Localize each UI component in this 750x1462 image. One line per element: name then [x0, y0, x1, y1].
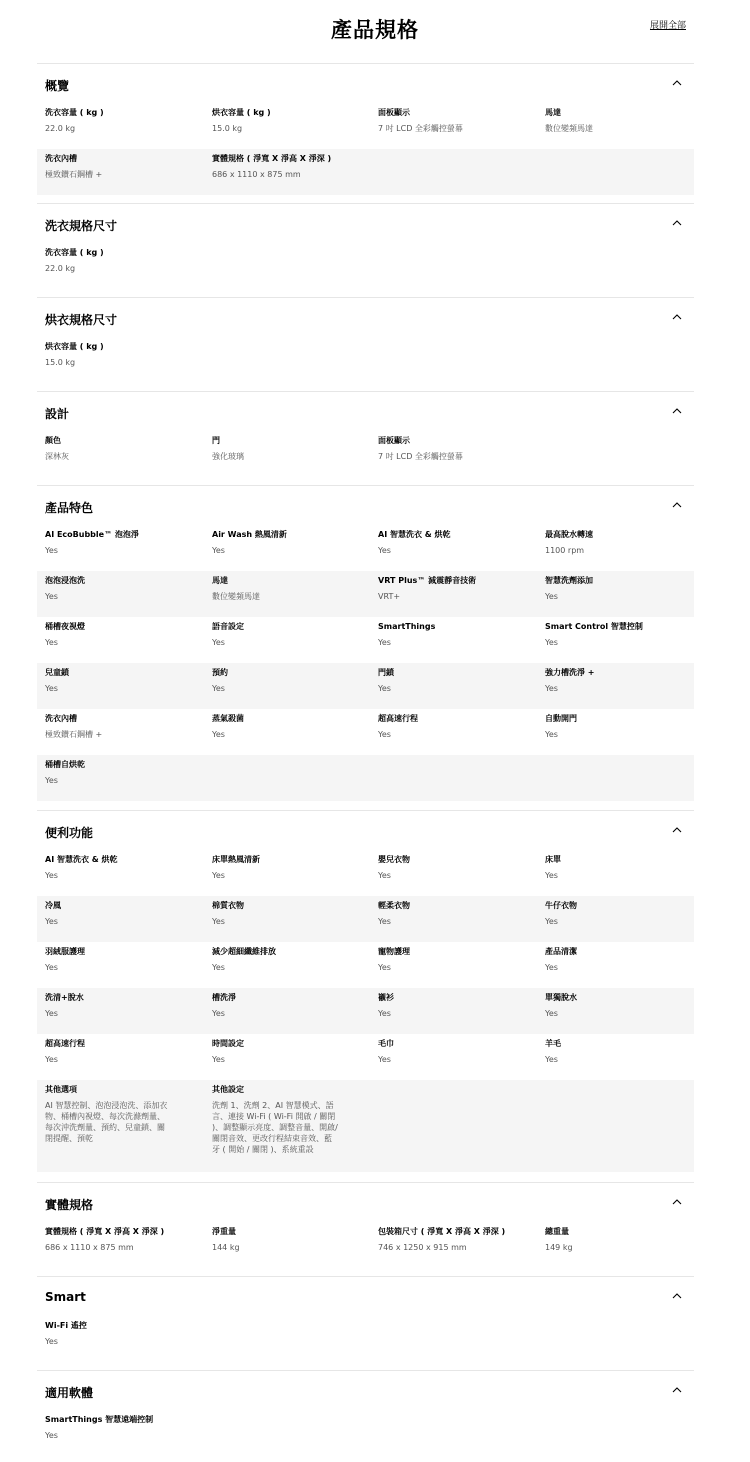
spec-item [212, 1222, 372, 1253]
spec-label: 產品清潔 [545, 947, 577, 956]
chevron-up-icon[interactable] [672, 1292, 682, 1300]
spec-value: Yes [45, 1055, 58, 1064]
spec-item [378, 1222, 538, 1253]
spec-label: 顏色 [45, 436, 61, 445]
section-title[interactable]: 產品特色 [45, 501, 94, 515]
spec-label: SmartThings 智慧遠端控制 [45, 1415, 154, 1424]
spec-label: 兒童鎖 [45, 668, 69, 677]
spec-item [378, 525, 538, 556]
spec-item [545, 103, 705, 134]
spec-row [37, 896, 694, 942]
chevron-up-icon[interactable] [672, 407, 682, 415]
spec-item [45, 1034, 205, 1065]
spec-value: Yes [378, 546, 391, 555]
spec-value: Yes [212, 1009, 225, 1018]
spec-value: Yes [545, 917, 558, 926]
spec-value: Yes [45, 917, 58, 926]
section-divider [37, 485, 694, 486]
spec-item [545, 1222, 705, 1253]
spec-label: 門 [212, 436, 220, 445]
spec-item [45, 431, 205, 462]
spec-value: Yes [545, 592, 558, 601]
chevron-up-icon[interactable] [672, 1198, 682, 1206]
spec-value: Yes [545, 730, 558, 739]
section-divider [37, 1182, 694, 1183]
section-divider [37, 1370, 694, 1371]
spec-label: 羽絨服護理 [45, 947, 85, 956]
spec-value: Yes [45, 546, 58, 555]
spec-label: 烘衣容量 ( kg ) [45, 342, 104, 351]
spec-value: Yes [378, 684, 391, 693]
spec-item [378, 942, 538, 973]
spec-label: 棉質衣物 [212, 901, 244, 910]
spec-item [545, 850, 705, 881]
section-divider [37, 1276, 694, 1277]
spec-row [37, 525, 694, 571]
spec-item [545, 663, 705, 694]
section-divider [37, 203, 694, 204]
spec-label: 槽洗淨 [212, 993, 236, 1002]
spec-label: 烘衣容量 ( kg ) [212, 108, 271, 117]
spec-value: 15.0 kg [45, 358, 76, 367]
spec-value: Yes [545, 1055, 558, 1064]
spec-item [45, 942, 205, 973]
chevron-up-icon[interactable] [672, 1386, 682, 1394]
chevron-up-icon[interactable] [672, 826, 682, 834]
spec-label: 羊毛 [545, 1039, 561, 1048]
spec-item [45, 1410, 205, 1441]
spec-value: 1100 rpm [545, 546, 585, 555]
spec-value: 144 kg [212, 1243, 240, 1252]
spec-item [45, 1316, 205, 1347]
spec-label: 超高速行程 [378, 714, 418, 723]
spec-row [37, 149, 694, 195]
spec-value: 強化玻璃 [212, 452, 244, 461]
spec-value: Yes [378, 1055, 391, 1064]
chevron-up-icon[interactable] [672, 313, 682, 321]
spec-row [37, 617, 694, 663]
spec-value: Yes [45, 871, 58, 880]
spec-item [45, 850, 205, 881]
spec-item [212, 617, 372, 648]
spec-value: Yes [378, 963, 391, 972]
spec-item [212, 709, 372, 740]
chevron-up-icon[interactable] [672, 501, 682, 509]
section-title[interactable]: 烘衣規格尺寸 [45, 313, 118, 327]
spec-item [545, 1034, 705, 1065]
spec-label: 牛仔衣物 [545, 901, 577, 910]
spec-label: 自動開門 [545, 714, 577, 723]
spec-label: 床單熱風清新 [212, 855, 260, 864]
spec-label: 寵物護理 [378, 947, 410, 956]
spec-item [545, 942, 705, 973]
spec-value: 7 吋 LCD 全彩觸控螢幕 [378, 124, 463, 133]
spec-row [37, 103, 694, 149]
section-title[interactable]: 實體規格 [45, 1198, 94, 1212]
spec-label: Air Wash 熱風清新 [212, 530, 287, 539]
spec-label: 其他設定 [212, 1085, 244, 1094]
spec-value: 極致鑽石鋼槽 + [45, 170, 103, 179]
spec-label: 門鎖 [378, 668, 394, 677]
spec-item [545, 571, 705, 602]
spec-label: 襯衫 [378, 993, 394, 1002]
page-title: 產品規格 [331, 18, 419, 42]
section-title[interactable]: 概覽 [45, 79, 70, 93]
spec-value: Yes [212, 871, 225, 880]
spec-value: 極致鑽石鋼槽 + [45, 730, 103, 739]
spec-label: Smart Control 智慧控制 [545, 622, 643, 631]
chevron-up-icon[interactable] [672, 79, 682, 87]
section-title[interactable]: 便利功能 [45, 826, 94, 840]
spec-label: 其他選項 [45, 1085, 77, 1094]
chevron-up-icon[interactable] [672, 219, 682, 227]
spec-value: 149 kg [545, 1243, 573, 1252]
spec-value: 7 吋 LCD 全彩觸控螢幕 [378, 452, 463, 461]
spec-label: 毛巾 [378, 1039, 394, 1048]
spec-item [212, 896, 372, 927]
spec-label: SmartThings [378, 622, 436, 631]
spec-label: AI 智慧洗衣 & 烘乾 [45, 855, 118, 864]
spec-item [545, 709, 705, 740]
spec-item [212, 571, 372, 602]
spec-label: 面板顯示 [378, 436, 410, 445]
spec-row [37, 1222, 694, 1268]
spec-item [378, 663, 538, 694]
spec-item [212, 663, 372, 694]
spec-label: 泡泡浸泡洗 [45, 576, 85, 585]
spec-label: 語音設定 [212, 622, 244, 631]
spec-value: Yes [212, 730, 225, 739]
spec-value: Yes [45, 684, 58, 693]
spec-label: 智慧洗劑添加 [545, 576, 593, 585]
spec-label: 減少超細纖維排放 [212, 947, 276, 956]
spec-value: Yes [212, 684, 225, 693]
spec-item [378, 1034, 538, 1065]
spec-label: 冷風 [45, 901, 61, 910]
spec-value: 15.0 kg [212, 124, 243, 133]
spec-item [378, 988, 538, 1019]
spec-value: Yes [45, 592, 58, 601]
spec-label: 桶槽夜視燈 [45, 622, 85, 631]
spec-value: Yes [212, 546, 225, 555]
spec-item [545, 988, 705, 1019]
spec-value: Yes [378, 1009, 391, 1018]
spec-label: 總重量 [545, 1227, 569, 1236]
spec-item [45, 617, 205, 648]
spec-row [37, 1034, 694, 1080]
spec-label: 桶槽自烘乾 [45, 760, 85, 769]
spec-item [212, 1080, 372, 1155]
spec-value: Yes [212, 638, 225, 647]
section-title[interactable]: 適用軟體 [45, 1386, 94, 1400]
spec-value: Yes [378, 871, 391, 880]
spec-item [45, 988, 205, 1019]
spec-value: Yes [545, 871, 558, 880]
spec-label: 最高脫水轉速 [545, 530, 593, 539]
spec-value: Yes [545, 963, 558, 972]
spec-item [45, 525, 205, 556]
spec-item [378, 431, 538, 462]
spec-row [37, 1316, 694, 1362]
spec-item [212, 988, 372, 1019]
spec-value: AI 智慧控制、泡泡浸泡洗、添加衣 物、桶槽內視燈、每次洗滌劑量、 每次沖洗劑量、預約、兒童鎖、關 閉提醒、預乾 [45, 1101, 168, 1143]
spec-row [37, 663, 694, 709]
spec-value: 746 x 1250 x 915 mm [378, 1243, 467, 1252]
spec-label: 單獨脫水 [545, 993, 577, 1002]
spec-label: 洗衣內槽 [45, 714, 77, 723]
spec-label: 馬達 [212, 576, 228, 585]
spec-label: 面板顯示 [378, 108, 410, 117]
section-divider [37, 63, 694, 64]
section-divider [37, 297, 694, 298]
spec-row [37, 709, 694, 755]
spec-label: 強力槽洗淨 + [545, 668, 595, 677]
spec-item [212, 525, 372, 556]
spec-value: Yes [378, 638, 391, 647]
spec-row [37, 1080, 694, 1172]
spec-label: 嬰兒衣物 [378, 855, 410, 864]
spec-value: Yes [545, 684, 558, 693]
spec-label: 床單 [545, 855, 561, 864]
spec-label: VRT Plus™ 減震靜音技術 [378, 576, 477, 585]
spec-label: 時間設定 [212, 1039, 244, 1048]
spec-label: 蒸氣殺菌 [212, 714, 244, 723]
spec-item [45, 755, 205, 786]
spec-item [45, 896, 205, 927]
spec-item [45, 663, 205, 694]
spec-label: 馬達 [545, 108, 561, 117]
spec-item [45, 243, 205, 274]
spec-row [37, 431, 694, 477]
spec-row [37, 850, 694, 896]
spec-value: Yes [45, 963, 58, 972]
spec-value: Yes [212, 963, 225, 972]
spec-value: Yes [45, 1431, 58, 1440]
spec-item [45, 337, 205, 368]
spec-value: 洗劑 1、洗劑 2、AI 智慧模式、語 言、連接 Wi-Fi ( Wi-Fi 開啟 / 關閉 )、調整顯示亮度、調整音量、開啟/ 關閉音效、更改行程結束音效、藍 牙 ( 開始 / 關閉 )、系統重設 [212, 1101, 338, 1154]
spec-item [45, 1222, 205, 1253]
spec-label: 包裝箱尺寸 ( 淨寬 X 淨高 X 淨深 ) [378, 1227, 506, 1236]
section-title[interactable]: 設計 [45, 407, 70, 421]
spec-row [37, 988, 694, 1034]
spec-label: 洗衣容量 ( kg ) [45, 248, 104, 257]
spec-value: Yes [212, 1055, 225, 1064]
spec-item [212, 1034, 372, 1065]
spec-label: 實體規格 ( 淨寬 X 淨高 X 淨深 ) [45, 1227, 165, 1236]
spec-item [45, 709, 205, 740]
spec-item [378, 850, 538, 881]
spec-row [37, 942, 694, 988]
expand-all-link[interactable]: 展開全部 [649, 21, 686, 31]
spec-item [378, 103, 538, 134]
spec-row [37, 243, 694, 289]
spec-value: 深林灰 [45, 452, 69, 461]
spec-label: AI EcoBubble™ 泡泡淨 [45, 530, 139, 539]
spec-value: 686 x 1110 x 875 mm [212, 170, 301, 179]
spec-label: Wi-Fi 遙控 [45, 1321, 87, 1330]
spec-item [212, 431, 372, 462]
spec-row [37, 755, 694, 801]
spec-value: 數位變頻馬達 [212, 592, 260, 601]
spec-label: 淨重量 [212, 1227, 236, 1236]
spec-row [37, 337, 694, 383]
spec-item [45, 149, 205, 180]
spec-label: 超高速行程 [45, 1039, 85, 1048]
spec-value: 數位變頻馬達 [545, 124, 593, 133]
spec-label: 洗衣內槽 [45, 154, 77, 163]
spec-value: Yes [45, 638, 58, 647]
spec-row [37, 1410, 694, 1456]
spec-value: Yes [545, 1009, 558, 1018]
spec-row [37, 571, 694, 617]
section-divider [37, 810, 694, 811]
spec-item [545, 896, 705, 927]
spec-item [45, 1080, 205, 1144]
spec-value: Yes [378, 730, 391, 739]
spec-item [545, 617, 705, 648]
spec-item [45, 103, 205, 134]
spec-item [545, 525, 705, 556]
spec-value: Yes [45, 1337, 58, 1346]
spec-value: 686 x 1110 x 875 mm [45, 1243, 134, 1252]
spec-value: Yes [378, 917, 391, 926]
spec-item [212, 942, 372, 973]
spec-item [378, 709, 538, 740]
spec-value: Yes [212, 917, 225, 926]
spec-label: 實體規格 ( 淨寬 X 淨高 X 淨深 ) [212, 154, 332, 163]
spec-value: 22.0 kg [45, 124, 76, 133]
spec-item [212, 850, 372, 881]
spec-item [378, 896, 538, 927]
spec-item [378, 571, 538, 602]
section-title[interactable]: 洗衣規格尺寸 [45, 219, 118, 233]
spec-value: Yes [45, 776, 58, 785]
spec-value: VRT+ [378, 592, 401, 601]
spec-value: Yes [545, 638, 558, 647]
spec-value: 22.0 kg [45, 264, 76, 273]
spec-item [212, 149, 372, 180]
spec-item [378, 617, 538, 648]
spec-label: AI 智慧洗衣 & 烘乾 [378, 530, 451, 539]
spec-item [45, 571, 205, 602]
section-title[interactable]: Smart [45, 1290, 86, 1304]
spec-label: 洗清+脫水 [45, 993, 84, 1002]
section-divider [37, 391, 694, 392]
spec-label: 輕柔衣物 [378, 901, 410, 910]
spec-value: Yes [45, 1009, 58, 1018]
spec-label: 預約 [212, 668, 228, 677]
spec-item [212, 103, 372, 134]
spec-label: 洗衣容量 ( kg ) [45, 108, 104, 117]
